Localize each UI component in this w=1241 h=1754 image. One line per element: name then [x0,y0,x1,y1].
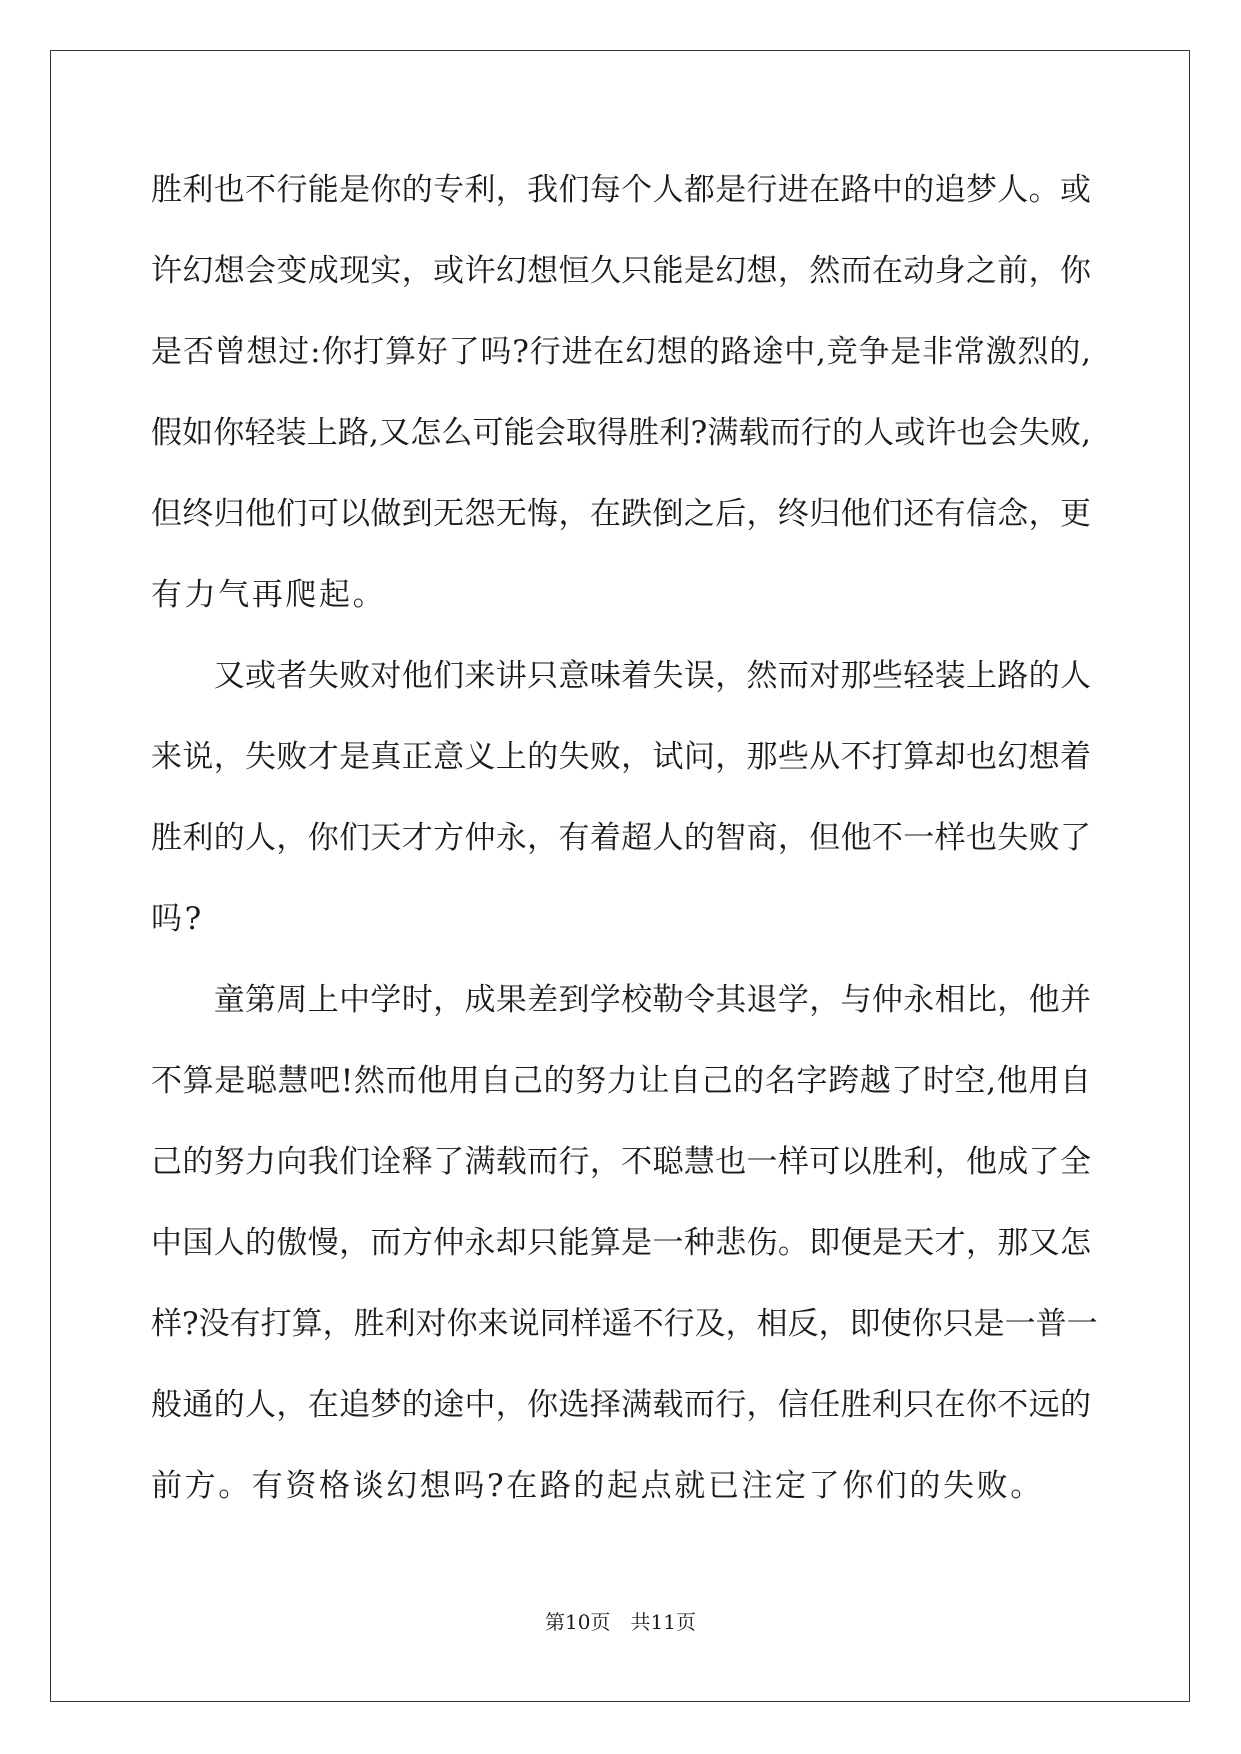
text-line: 中国人的傲慢，而方仲永却只能算是一种悲伤。即便是天才，那又怎 [151,1225,1091,1261]
text-line: 吗? [151,901,204,937]
text-line: 又或者失败对他们来讲只意味着失误，然而对那些轻装上路的人 [151,658,1091,694]
text-line: 来说，失败才是真正意义上的失败，试问，那些从不打算却也幻想着 [151,739,1091,775]
text-line: 有力气再爬起。 [151,577,387,613]
text-line: 假如你轻装上路,又怎么可能会取得胜利?满载而行的人或许也会失败, [151,415,1091,451]
text-line: 前方。有资格谈幻想吗?在路的起点就已注定了你们的失败。 [151,1468,1044,1504]
text-line: 样?没有打算，胜利对你来说同样遥不行及，相反，即使你只是一普一 [151,1306,1098,1342]
text-line: 童第周上中学时，成果差到学校勒令其退学，与仲永相比，他并 [151,982,1091,1018]
text-line: 己的努力向我们诠释了满载而行，不聪慧也一样可以胜利，他成了全 [151,1144,1091,1180]
document-body [151,164,1098,1541]
text-line: 胜利的人，你们天才方仲永，有着超人的智商，但他不一样也失败了 [151,820,1091,856]
text-line: 般通的人，在追梦的途中，你选择满载而行，信任胜利只在你不远的 [151,1387,1091,1423]
text-line: 是否曾想过:你打算好了吗?行进在幻想的路途中,竞争是非常激烈的, [151,334,1091,370]
text-line: 但终归他们可以做到无怨无悔，在跌倒之后，终归他们还有信念，更 [151,496,1091,532]
text-line: 不算是聪慧吧!然而他用自己的努力让自己的名字跨越了时空,他用自 [151,1063,1091,1099]
text-line: 许幻想会变成现实，或许幻想恒久只能是幻想，然而在动身之前，你 [151,253,1091,289]
text-line: 胜利也不行能是你的专利，我们每个人都是行进在路中的追梦人。或 [151,172,1091,208]
page-number-footer: 第10页 共11页 [545,1610,696,1634]
